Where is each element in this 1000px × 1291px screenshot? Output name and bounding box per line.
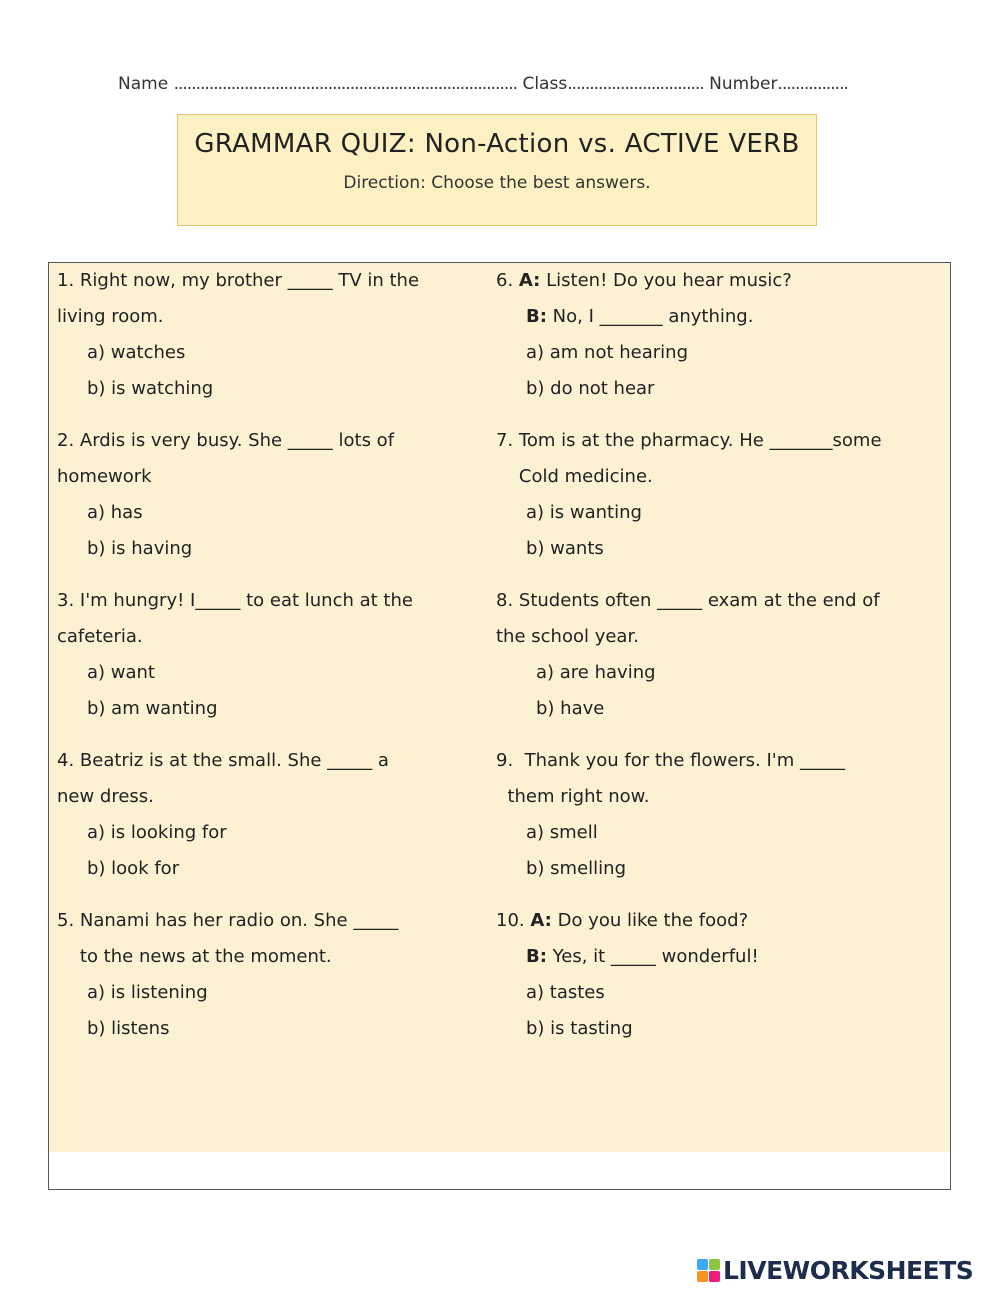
question-3 [57, 583, 413, 727]
option-b[interactable]: b) listens [87, 1018, 170, 1039]
option-a[interactable]: a) are having [536, 662, 656, 683]
option-a[interactable]: a) smell [526, 822, 598, 843]
question-text: homework [57, 466, 152, 487]
option-b[interactable]: b) is tasting [526, 1018, 633, 1039]
option-b[interactable]: b) am wanting [87, 698, 218, 719]
question-5 [57, 903, 398, 1047]
logo-square [709, 1271, 720, 1282]
question-number: 10. [496, 910, 525, 931]
question-9 [496, 743, 845, 887]
option-b[interactable]: b) look for [87, 858, 180, 879]
option-b[interactable]: b) have [536, 698, 605, 719]
question-text: Cold medicine. [496, 466, 653, 487]
number-blank[interactable]: ................ [777, 74, 848, 94]
question-2 [57, 423, 394, 567]
option-b[interactable]: b) wants [526, 538, 604, 559]
option-a[interactable]: a) tastes [526, 982, 605, 1003]
question-text: 7. Tom is at the pharmacy. He _______some [496, 430, 882, 451]
question-text: new dress. [57, 786, 154, 807]
title-box [177, 114, 817, 226]
dialogue-line-b [496, 939, 759, 975]
logo-text: LIVEWORKSHEETS [723, 1255, 974, 1285]
quiz-title: GRAMMAR QUIZ: Non-Action vs. ACTIVE VERB [194, 129, 800, 159]
option-a[interactable]: a) is wanting [526, 502, 642, 523]
number-label: Number [709, 74, 778, 94]
logo-icon [697, 1259, 720, 1282]
option-b[interactable]: b) smelling [526, 858, 626, 879]
option-a[interactable]: a) has [87, 502, 143, 523]
question-text: to the news at the moment. [57, 946, 332, 967]
question-10 [496, 903, 759, 1047]
question-number: 6. [496, 270, 514, 291]
name-label: Name [118, 74, 169, 94]
option-a[interactable]: a) is listening [87, 982, 208, 1003]
dialogue-line-b [496, 299, 792, 335]
name-blank[interactable]: .............................................................................. [173, 74, 518, 94]
question-7 [496, 423, 882, 567]
dialogue-text: Yes, it _____ wonderful! [552, 946, 759, 967]
student-info-line [118, 74, 848, 100]
question-text: cafeteria. [57, 626, 143, 647]
question-text: 5. Nanami has her radio on. She _____ [57, 910, 399, 931]
option-a[interactable]: a) am not hearing [526, 342, 689, 363]
quiz-direction: Direction: Choose the best answers. [343, 173, 651, 193]
class-label: Class [522, 74, 568, 94]
speaker-a-label: A: [530, 910, 552, 931]
logo-square [697, 1271, 708, 1282]
question-1 [57, 263, 419, 407]
liveworksheets-logo [697, 1254, 997, 1286]
logo-square [697, 1259, 708, 1270]
dialogue-line-a [496, 903, 759, 939]
option-a[interactable]: a) watches [87, 342, 186, 363]
question-text: 9. Thank you for the flowers. I'm _____ [496, 750, 846, 771]
question-text: the school year. [496, 626, 639, 647]
speaker-b-label: B: [526, 946, 547, 967]
question-4 [57, 743, 389, 887]
option-a[interactable]: a) want [87, 662, 155, 683]
quiz-panel [48, 262, 951, 1190]
speaker-a-label: A: [518, 270, 541, 291]
dialogue-text: No, I _______ anything. [552, 306, 754, 327]
question-text: living room. [57, 306, 164, 327]
option-b[interactable]: b) is watching [87, 378, 214, 399]
logo-square [709, 1259, 720, 1270]
question-text: 1. Right now, my brother _____ TV in the [57, 270, 420, 291]
dialogue-line-a [496, 263, 792, 299]
option-b[interactable]: b) is having [87, 538, 193, 559]
dialogue-text: Listen! Do you hear music? [546, 270, 792, 291]
dialogue-text: Do you like the food? [557, 910, 749, 931]
speaker-b-label: B: [526, 306, 547, 327]
question-text: them right now. [496, 786, 650, 807]
question-text: 3. I'm hungry! I_____ to eat lunch at the [57, 590, 413, 611]
class-blank[interactable]: ............................... [567, 74, 704, 94]
question-8 [496, 583, 880, 727]
option-b[interactable]: b) do not hear [526, 378, 655, 399]
option-a[interactable]: a) is looking for [87, 822, 227, 843]
question-6 [496, 263, 792, 407]
question-text: 2. Ardis is very busy. She _____ lots of [57, 430, 395, 451]
question-text: 4. Beatriz is at the small. She _____ a [57, 750, 389, 771]
question-text: 8. Students often _____ exam at the end of [496, 590, 880, 611]
